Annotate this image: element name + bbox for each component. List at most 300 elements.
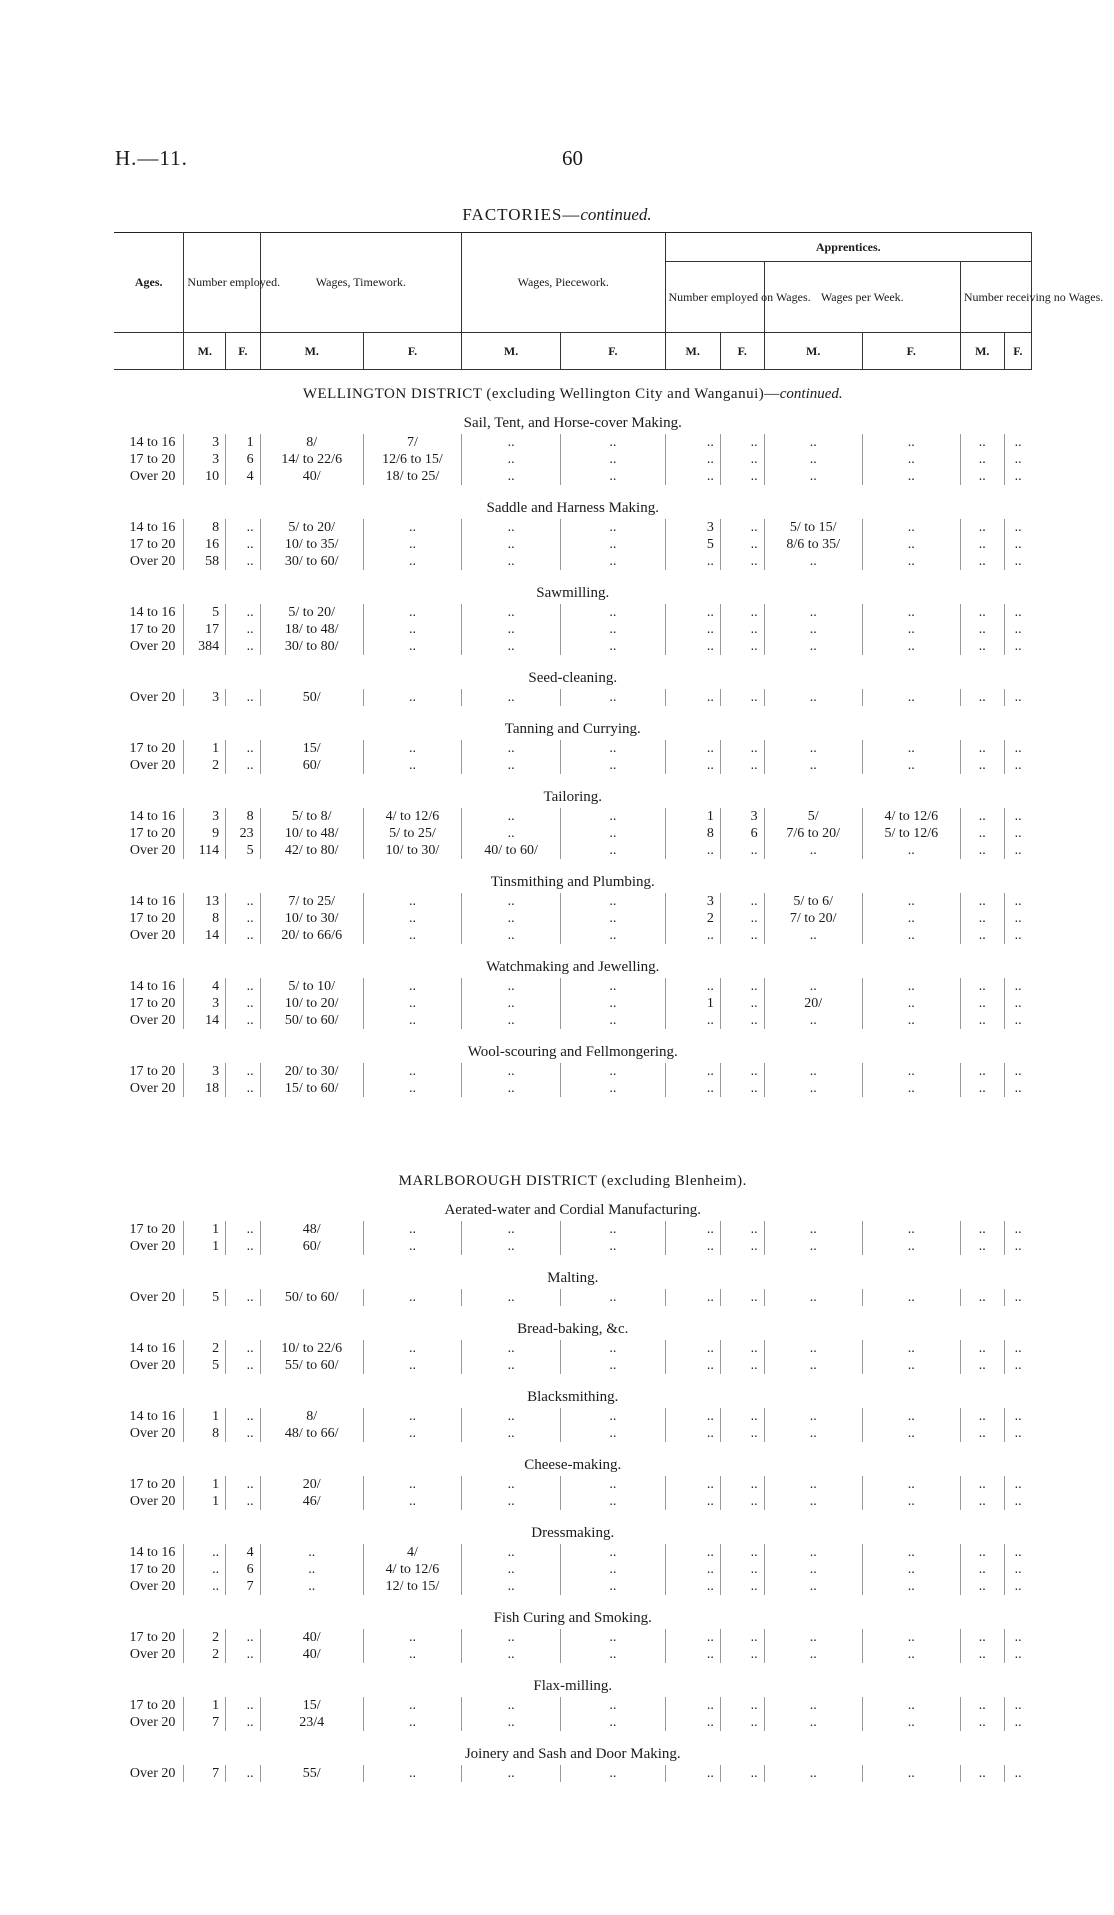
cell-apprentices-unpaid-m: .. [960,1221,1004,1238]
cell-age: 14 to 16 [129,605,176,620]
cell-age: 17 to 20 [129,996,176,1011]
cell-employed-m: 58 [184,553,226,570]
cell-age: Over 20 [129,1579,176,1594]
cell-apprentices-unpaid-m: .. [960,1408,1004,1425]
trade-gap [114,859,1032,871]
cell-piecework-m: .. [462,1544,561,1561]
cell-timework-m: .. [260,1561,363,1578]
cell-apprentices-unpaid-f: .. [1004,740,1031,757]
cell-employed-f: 6 [226,451,260,468]
cell-employed-m: 5 [184,1357,226,1374]
cell-employed-f: .. [226,621,260,638]
cell-apprentices-unpaid-f: .. [1004,1697,1031,1714]
cell-timework-m: 10/ to 35/ [260,536,363,553]
table-row [114,1408,1032,1425]
cell-apprentices-unpaid-m: .. [960,536,1004,553]
cell-apprentices-unpaid-f: .. [1004,910,1031,927]
cell-piecework-m: .. [462,1063,561,1080]
cell-timework-f: .. [363,1476,461,1493]
table-row [114,1544,1032,1561]
district-name: WELLINGTON DISTRICT (excluding Wellington City and Wanganui)— [302,386,780,402]
cell-apprentices-wages-m: .. [764,621,862,638]
cell-piecework-m: 40/ to 60/ [462,842,561,859]
cell-employed-m: 17 [184,621,226,638]
trade-heading: Fish Curing and Smoking. [493,1610,652,1626]
cell-apprentices-employed-f: .. [720,1578,764,1595]
cell-apprentices-wages-f: .. [862,1408,960,1425]
cell-age: 17 to 20 [129,1630,176,1645]
page-reference: H.—11. [115,146,188,170]
cell-apprentices-unpaid-m: .. [960,1425,1004,1442]
cell-piecework-m: .. [462,740,561,757]
cell-employed-f: 7 [226,1578,260,1595]
cell-age: Over 20 [129,1647,176,1662]
cell-timework-f: .. [363,1340,461,1357]
cell-apprentices-unpaid-m: .. [960,553,1004,570]
table-row [114,451,1032,468]
cell-apprentices-employed-f: .. [720,1340,764,1357]
cell-apprentices-employed-m: .. [665,1238,720,1255]
cell-apprentices-unpaid-f: .. [1004,893,1031,910]
cell-apprentices-wages-f: .. [862,1646,960,1663]
page-title [0,205,1114,225]
cell-timework-m: 40/ [260,1646,363,1663]
trade-gap [114,1663,1032,1675]
gap-cell [114,774,1032,786]
cell-apprentices-wages-f: .. [862,1697,960,1714]
cell-timework-m: 30/ to 60/ [260,553,363,570]
cell-apprentices-wages-m: .. [764,1408,862,1425]
trade-heading: Malting. [547,1270,599,1286]
trade-heading-row [114,1607,1032,1629]
cell-piecework-f: .. [561,1765,665,1782]
cell-timework-m: 50/ to 60/ [260,1289,363,1306]
cell-apprentices-unpaid-f: .. [1004,1408,1031,1425]
cell-apprentices-wages-f: .. [862,689,960,706]
cell-apprentices-wages-m: .. [764,1340,862,1357]
cell-piecework-m: .. [462,757,561,774]
cell-apprentices-employed-m: 1 [665,995,720,1012]
trade-heading-row [114,956,1032,978]
cell-apprentices-unpaid-f: .. [1004,1221,1031,1238]
cell-apprentices-unpaid-f: .. [1004,1289,1031,1306]
cell-apprentices-employed-m: .. [665,621,720,638]
cell-piecework-f: .. [561,1425,665,1442]
cell-piecework-f: .. [561,1646,665,1663]
cell-apprentices-wages-f: 5/ to 12/6 [862,825,960,842]
cell-employed-m: 4 [184,978,226,995]
table-row [114,1289,1032,1306]
cell-employed-f: .. [226,604,260,621]
cell-apprentices-employed-m: 8 [665,825,720,842]
cell-employed-f: .. [226,1476,260,1493]
header-employed-on-wages: Number employed on Wages. [665,262,764,333]
cell-apprentices-wages-f: .. [862,1544,960,1561]
title-main: FACTORIES— [462,205,581,224]
cell-age: 14 to 16 [129,435,176,450]
cell-timework-m: 8/ [260,434,363,451]
cell-employed-m: 18 [184,1080,226,1097]
cell-apprentices-unpaid-f: .. [1004,468,1031,485]
header-apprentices: Apprentices. [665,233,1031,262]
cell-employed-m: 5 [184,604,226,621]
district-heading [114,370,1032,413]
cell-age: Over 20 [129,1715,176,1730]
cell-apprentices-wages-m: .. [764,1012,862,1029]
gap-cell [114,1029,1032,1041]
trade-heading: Tanning and Currying. [504,721,641,737]
cell-apprentices-employed-m: .. [665,842,720,859]
cell-apprentices-wages-f: .. [862,893,960,910]
cell-apprentices-wages-f: .. [862,468,960,485]
cell-apprentices-employed-m: .. [665,1408,720,1425]
cell-piecework-m: .. [462,1238,561,1255]
cell-piecework-f: .. [561,893,665,910]
cell-piecework-f: .. [561,978,665,995]
cell-employed-f: .. [226,978,260,995]
cell-apprentices-wages-m: .. [764,740,862,757]
cell-apprentices-employed-m: 5 [665,536,720,553]
cell-employed-m: 10 [184,468,226,485]
cell-employed-f: 23 [226,825,260,842]
trade-gap [114,1595,1032,1607]
cell-apprentices-wages-m: 5/ [764,808,862,825]
cell-apprentices-wages-m: .. [764,1629,862,1646]
header-receiving-no-wages: Number receiving no Wages. [960,262,1031,333]
cell-timework-m: 55/ [260,1765,363,1782]
cell-employed-m: .. [184,1544,226,1561]
cell-piecework-m: .. [462,638,561,655]
cell-apprentices-unpaid-f: .. [1004,1425,1031,1442]
cell-employed-m: 1 [184,1697,226,1714]
table-row [114,1425,1032,1442]
cell-timework-f: .. [363,1765,461,1782]
header-blank [114,333,184,370]
cell-age: 14 to 16 [129,520,176,535]
cell-timework-f: .. [363,1646,461,1663]
cell-apprentices-employed-f: .. [720,689,764,706]
gap-cell [114,859,1032,871]
trade-heading-row [114,1041,1032,1063]
cell-apprentices-wages-f: .. [862,1080,960,1097]
cell-age: 17 to 20 [129,741,176,756]
cell-apprentices-unpaid-m: .. [960,1289,1004,1306]
trade-gap [114,1510,1032,1522]
cell-employed-f: .. [226,1340,260,1357]
cell-apprentices-unpaid-f: .. [1004,1238,1031,1255]
cell-apprentices-employed-m: .. [665,1714,720,1731]
cell-apprentices-unpaid-f: .. [1004,1493,1031,1510]
header-m: M. [184,333,226,370]
cell-apprentices-employed-m: .. [665,1544,720,1561]
cell-apprentices-unpaid-m: .. [960,1238,1004,1255]
cell-employed-m: 9 [184,825,226,842]
cell-timework-m: 40/ [260,468,363,485]
trade-heading: Tailoring. [543,789,603,805]
district-heading [114,1157,1032,1199]
cell-employed-m: .. [184,1561,226,1578]
cell-piecework-m: .. [462,1080,561,1097]
cell-age: 14 to 16 [129,1409,176,1424]
cell-apprentices-wages-f: .. [862,519,960,536]
cell-employed-f: 8 [226,808,260,825]
cell-apprentices-unpaid-f: .. [1004,1629,1031,1646]
cell-piecework-m: .. [462,553,561,570]
cell-age: 14 to 16 [129,1545,176,1560]
cell-piecework-f: .. [561,740,665,757]
cell-employed-m: 5 [184,1289,226,1306]
cell-age: Over 20 [129,1494,176,1509]
cell-employed-m: 2 [184,1629,226,1646]
cell-apprentices-unpaid-f: .. [1004,604,1031,621]
cell-piecework-f: .. [561,1357,665,1374]
trade-heading: Dressmaking. [531,1525,615,1541]
cell-timework-m: 5/ to 10/ [260,978,363,995]
cell-timework-f: .. [363,1063,461,1080]
cell-piecework-f: .. [561,1408,665,1425]
cell-apprentices-employed-m: .. [665,1357,720,1374]
table-row [114,995,1032,1012]
cell-age: 17 to 20 [129,1222,176,1237]
cell-apprentices-wages-m: .. [764,1578,862,1595]
cell-employed-m: 8 [184,519,226,536]
cell-timework-m: 48/ [260,1221,363,1238]
cell-timework-m: 20/ to 66/6 [260,927,363,944]
cell-age: 14 to 16 [129,894,176,909]
cell-employed-f: .. [226,519,260,536]
table-row [114,1697,1032,1714]
cell-apprentices-wages-m: .. [764,689,862,706]
cell-apprentices-unpaid-f: .. [1004,451,1031,468]
cell-apprentices-employed-m: .. [665,1646,720,1663]
cell-piecework-f: .. [561,553,665,570]
cell-timework-m: 23/4 [260,1714,363,1731]
cell-apprentices-employed-f: .. [720,842,764,859]
table-row [114,621,1032,638]
cell-apprentices-unpaid-m: .. [960,451,1004,468]
cell-apprentices-unpaid-m: .. [960,740,1004,757]
cell-apprentices-wages-m: 20/ [764,995,862,1012]
cell-apprentices-employed-m: .. [665,1063,720,1080]
trade-gap [114,485,1032,497]
cell-piecework-f: .. [561,927,665,944]
cell-piecework-f: .. [561,1012,665,1029]
trade-gap [114,774,1032,786]
cell-piecework-f: .. [561,842,665,859]
cell-apprentices-unpaid-f: .. [1004,1063,1031,1080]
cell-apprentices-unpaid-f: .. [1004,1646,1031,1663]
cell-employed-m: 3 [184,434,226,451]
cell-timework-f: 18/ to 25/ [363,468,461,485]
cell-age: Over 20 [129,1013,176,1028]
trade-heading: Blacksmithing. [527,1389,619,1405]
cell-timework-m: 20/ to 30/ [260,1063,363,1080]
cell-apprentices-employed-m: 3 [665,519,720,536]
trade-heading: Joinery and Sash and Door Making. [464,1746,681,1762]
cell-piecework-m: .. [462,1765,561,1782]
cell-piecework-f: .. [561,1221,665,1238]
cell-timework-f: 5/ to 25/ [363,825,461,842]
gap-cell [114,1595,1032,1607]
cell-employed-f: .. [226,689,260,706]
cell-timework-m: 60/ [260,1238,363,1255]
cell-employed-m: 2 [184,1340,226,1357]
cell-apprentices-wages-m: .. [764,1697,862,1714]
cell-piecework-f: .. [561,1493,665,1510]
header-f: F. [226,333,260,370]
cell-apprentices-employed-f: .. [720,1697,764,1714]
page-number: 60 [562,146,583,170]
cell-timework-f: .. [363,536,461,553]
header-f: F. [862,333,960,370]
cell-apprentices-employed-m: .. [665,1493,720,1510]
cell-apprentices-unpaid-m: .. [960,1578,1004,1595]
cell-piecework-f: .. [561,1578,665,1595]
cell-apprentices-wages-m: .. [764,1493,862,1510]
cell-apprentices-wages-f: .. [862,451,960,468]
cell-apprentices-unpaid-f: .. [1004,927,1031,944]
cell-piecework-m: .. [462,468,561,485]
cell-timework-f: .. [363,1425,461,1442]
cell-piecework-f: .. [561,689,665,706]
trade-gap [114,944,1032,956]
cell-employed-m: 14 [184,927,226,944]
trade-gap [114,1731,1032,1743]
cell-apprentices-wages-f: 4/ to 12/6 [862,808,960,825]
cell-timework-m: 5/ to 20/ [260,604,363,621]
cell-piecework-f: .. [561,468,665,485]
cell-apprentices-wages-f: .. [862,1221,960,1238]
cell-age: Over 20 [129,843,176,858]
cell-timework-f: .. [363,519,461,536]
cell-age: 17 to 20 [129,1562,176,1577]
cell-apprentices-unpaid-f: .. [1004,842,1031,859]
cell-apprentices-unpaid-f: .. [1004,978,1031,995]
cell-apprentices-wages-f: .. [862,1765,960,1782]
header-wages-piecework: Wages, Piecework. [462,233,666,333]
cell-apprentices-employed-f: 6 [720,825,764,842]
cell-apprentices-employed-m: .. [665,451,720,468]
cell-timework-m: 15/ [260,1697,363,1714]
cell-apprentices-unpaid-f: .. [1004,1012,1031,1029]
header-wages-per-week: Wages per Week. [764,262,960,333]
trade-heading: Saddle and Harness Making. [486,500,659,516]
trade-heading-row [114,1675,1032,1697]
cell-apprentices-wages-m: .. [764,1080,862,1097]
district-heading-row [114,370,1032,413]
gap-cell [114,1731,1032,1743]
cell-timework-f: .. [363,553,461,570]
cell-age: 17 to 20 [129,826,176,841]
cell-apprentices-unpaid-m: .. [960,1476,1004,1493]
cell-age: Over 20 [129,469,176,484]
cell-apprentices-employed-f: .. [720,1408,764,1425]
cell-timework-m: 14/ to 22/6 [260,451,363,468]
header-m: M. [665,333,720,370]
trade-heading: Watchmaking and Jewelling. [486,959,660,975]
cell-employed-f: .. [226,910,260,927]
gap-cell [114,1097,1032,1157]
trade-gap [114,1255,1032,1267]
cell-apprentices-employed-f: .. [720,978,764,995]
cell-apprentices-employed-m: 3 [665,893,720,910]
cell-piecework-m: .. [462,1408,561,1425]
header-m: M. [960,333,1004,370]
cell-apprentices-unpaid-m: .. [960,978,1004,995]
cell-apprentices-wages-f: .. [862,757,960,774]
gap-cell [114,1374,1032,1386]
trade-heading-row [114,497,1032,519]
cell-apprentices-employed-m: .. [665,689,720,706]
cell-piecework-f: .. [561,1289,665,1306]
cell-apprentices-unpaid-m: .. [960,1493,1004,1510]
cell-apprentices-employed-f: .. [720,740,764,757]
cell-apprentices-employed-f: .. [720,519,764,536]
table-row [114,1221,1032,1238]
cell-age: Over 20 [129,758,176,773]
cell-age: Over 20 [129,1358,176,1373]
cell-apprentices-unpaid-m: .. [960,1357,1004,1374]
cell-timework-f: .. [363,757,461,774]
cell-employed-f: .. [226,1714,260,1731]
cell-timework-f: .. [363,689,461,706]
cell-employed-f: .. [226,1765,260,1782]
cell-apprentices-employed-f: .. [720,621,764,638]
cell-piecework-m: .. [462,604,561,621]
header-f: F. [1004,333,1031,370]
table-row [114,434,1032,451]
cell-apprentices-unpaid-m: .. [960,621,1004,638]
cell-employed-m: 3 [184,995,226,1012]
cell-piecework-m: .. [462,1561,561,1578]
cell-employed-f: .. [226,553,260,570]
cell-timework-m: .. [260,1544,363,1561]
cell-apprentices-wages-m: .. [764,927,862,944]
table-header [114,233,1104,370]
cell-timework-m: 10/ to 30/ [260,910,363,927]
cell-apprentices-employed-m: .. [665,1289,720,1306]
cell-apprentices-unpaid-m: .. [960,1012,1004,1029]
cell-apprentices-unpaid-f: .. [1004,553,1031,570]
cell-piecework-m: .. [462,1476,561,1493]
cell-piecework-f: .. [561,1238,665,1255]
cell-piecework-m: .. [462,995,561,1012]
cell-apprentices-employed-m: .. [665,553,720,570]
cell-employed-m: 2 [184,757,226,774]
gap-cell [114,1663,1032,1675]
cell-apprentices-employed-m: .. [665,1765,720,1782]
cell-timework-f: .. [363,1697,461,1714]
cell-employed-f: .. [226,740,260,757]
cell-employed-m: 8 [184,910,226,927]
cell-apprentices-wages-m: 8/6 to 35/ [764,536,862,553]
title-suffix: continued. [580,205,652,224]
cell-apprentices-employed-f: .. [720,1080,764,1097]
table-row [114,842,1032,859]
cell-timework-m: 55/ to 60/ [260,1357,363,1374]
table-row [114,553,1032,570]
cell-employed-f: 4 [226,468,260,485]
cell-piecework-m: .. [462,1357,561,1374]
table-row [114,1012,1032,1029]
cell-timework-f: 4/ to 12/6 [363,1561,461,1578]
cell-piecework-m: .. [462,927,561,944]
cell-apprentices-wages-f: .. [862,621,960,638]
cell-timework-f: .. [363,1080,461,1097]
cell-piecework-f: .. [561,808,665,825]
cell-apprentices-employed-f: .. [720,1544,764,1561]
cell-piecework-f: .. [561,910,665,927]
